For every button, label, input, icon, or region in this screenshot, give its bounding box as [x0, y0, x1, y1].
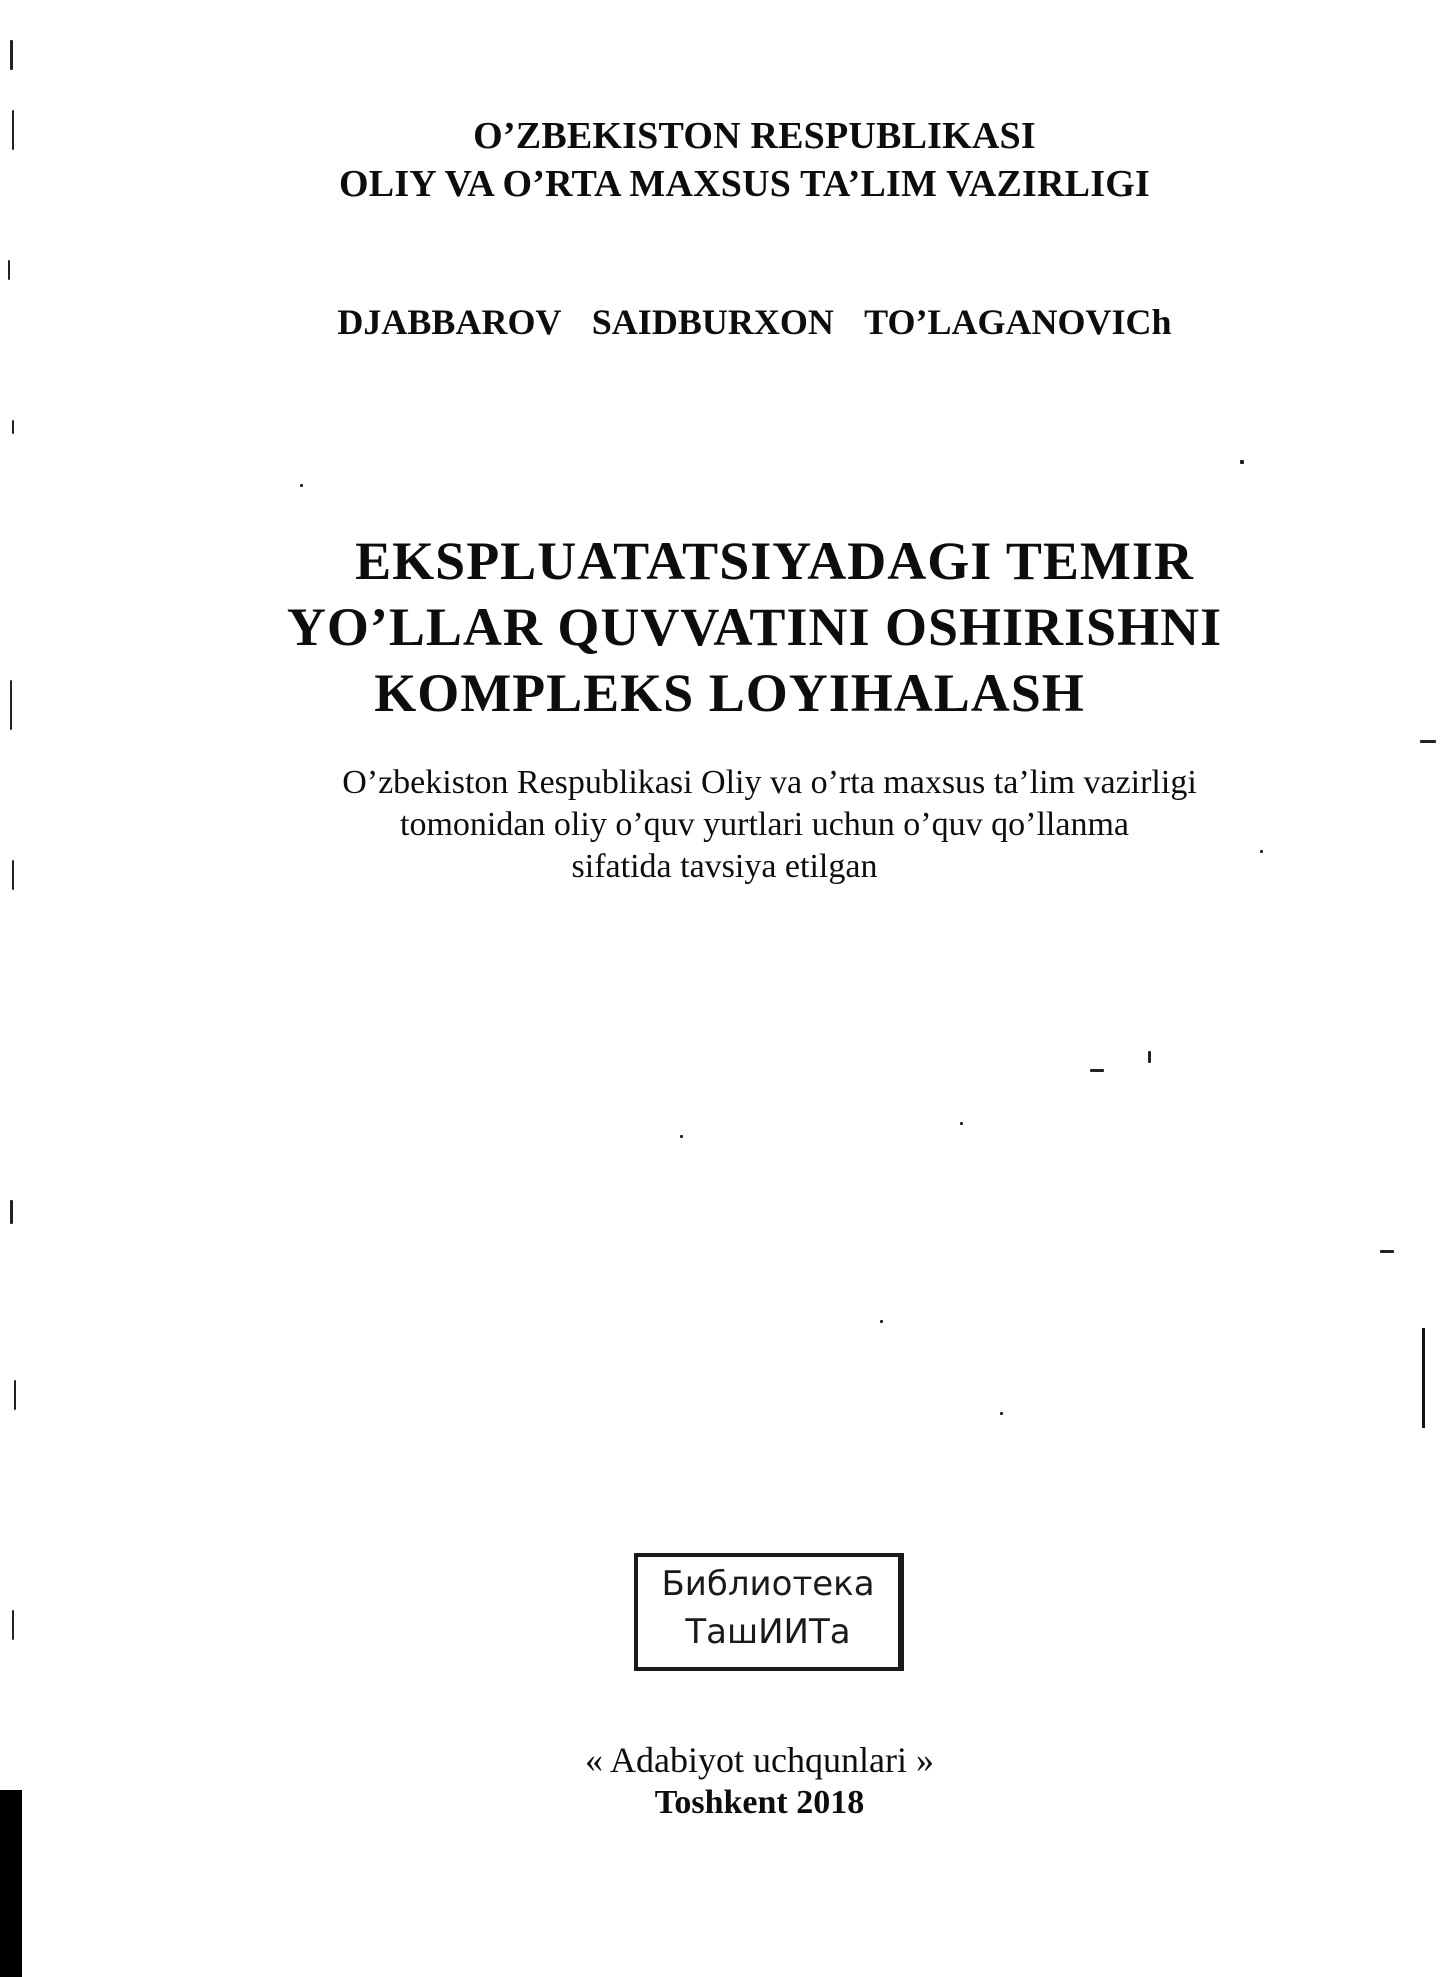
publisher-name: « Adabiyot uchqunlari »: [585, 1740, 934, 1780]
book-title: [0, 528, 1449, 726]
scan-edge-shadow: [0, 1790, 22, 1977]
recommendation-note: [0, 762, 1449, 888]
title-line-2: YO’LLAR QUVVATINI OSHIRISHNI: [286, 597, 1223, 657]
stamp-line-1: Библиотека: [661, 1564, 875, 1604]
library-stamp: [634, 1553, 904, 1671]
recommendation-line-1: O’zbekiston Respublikasi Oliy va o’rta maxsus ta’lim vazirligi: [342, 764, 1197, 801]
scan-mark-line: [1422, 1328, 1425, 1428]
author-name: DJABBAROV SAIDBURXON TO’LAGANOVICh: [337, 302, 1172, 342]
recommendation-line-2: tomonidan oliy o’quv yurtlari uchun o’quv qo’llanma: [400, 806, 1129, 843]
stamp-line-2: ТашИИТа: [685, 1612, 851, 1652]
ministry-line-1: O’ZBEKISTON RESPUBLIKASI: [473, 115, 1036, 157]
title-line-1: EKSPLUATATSIYADAGI TEMIR: [355, 531, 1194, 591]
recommendation-line-3: sifatida tavsiya etilgan: [571, 848, 878, 885]
ministry-header: [0, 112, 1449, 208]
title-line-3: KOMPLEKS LOYIHALASH: [374, 663, 1085, 723]
place-and-year: Toshkent 2018: [654, 1784, 865, 1821]
ministry-line-2: OLIY VA O’RTA MAXSUS TA’LIM VAZIRLIGI: [339, 163, 1150, 205]
